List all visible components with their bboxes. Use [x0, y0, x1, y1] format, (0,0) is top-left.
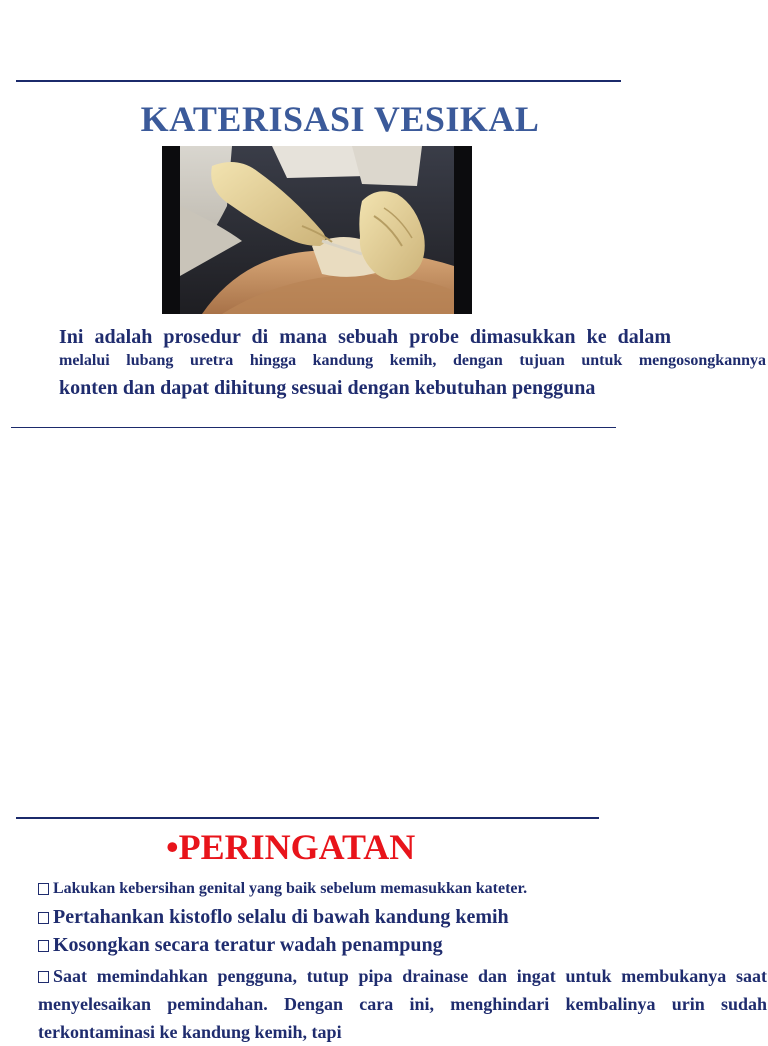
top-divider — [16, 80, 621, 82]
warning-item-text: Saat memindahkan pengguna, tutup pipa drainase dan ingat untuk membukanya saat menyelesaikan pemindahan. Dengan cara ini, menghindari kembalinya urin sudah terkontaminasi ke kandung kemih, tapi — [38, 966, 767, 1042]
slide1-bottom-divider — [11, 427, 616, 428]
photo-illustration — [162, 146, 472, 314]
description-line-2: melalui lubang uretra hingga kandung kemih, dengan tujuan untuk mengosongkannya — [59, 352, 766, 369]
description-line-3: konten dan dapat dihitung sesuai dengan kebutuhan pengguna — [59, 377, 596, 399]
warning-item-text: Pertahankan kistoflo selalu di bawah kandung kemih — [53, 906, 509, 928]
description-line-1: Ini adalah prosedur di mana sebuah probe dimasukkan ke dalam — [59, 326, 671, 348]
checkbox-icon — [38, 971, 49, 983]
warning-heading: •PERINGATAN — [166, 827, 416, 867]
warning-item-text: Kosongkan secara teratur wadah penampung — [53, 934, 443, 956]
warning-item-text: Lakukan kebersihan genital yang baik sebelum memasukkan kateter. — [53, 880, 528, 897]
warning-item — [38, 934, 443, 957]
catheter-procedure-photo — [162, 146, 472, 314]
warning-item — [38, 880, 527, 898]
checkbox-icon — [38, 940, 49, 952]
checkbox-icon — [38, 883, 49, 895]
warning-item — [38, 906, 509, 929]
checkbox-icon — [38, 912, 49, 924]
slide-title: KATERISASI VESIKAL — [140, 99, 540, 139]
slide2-top-divider — [16, 817, 599, 819]
warning-item — [38, 962, 767, 1046]
